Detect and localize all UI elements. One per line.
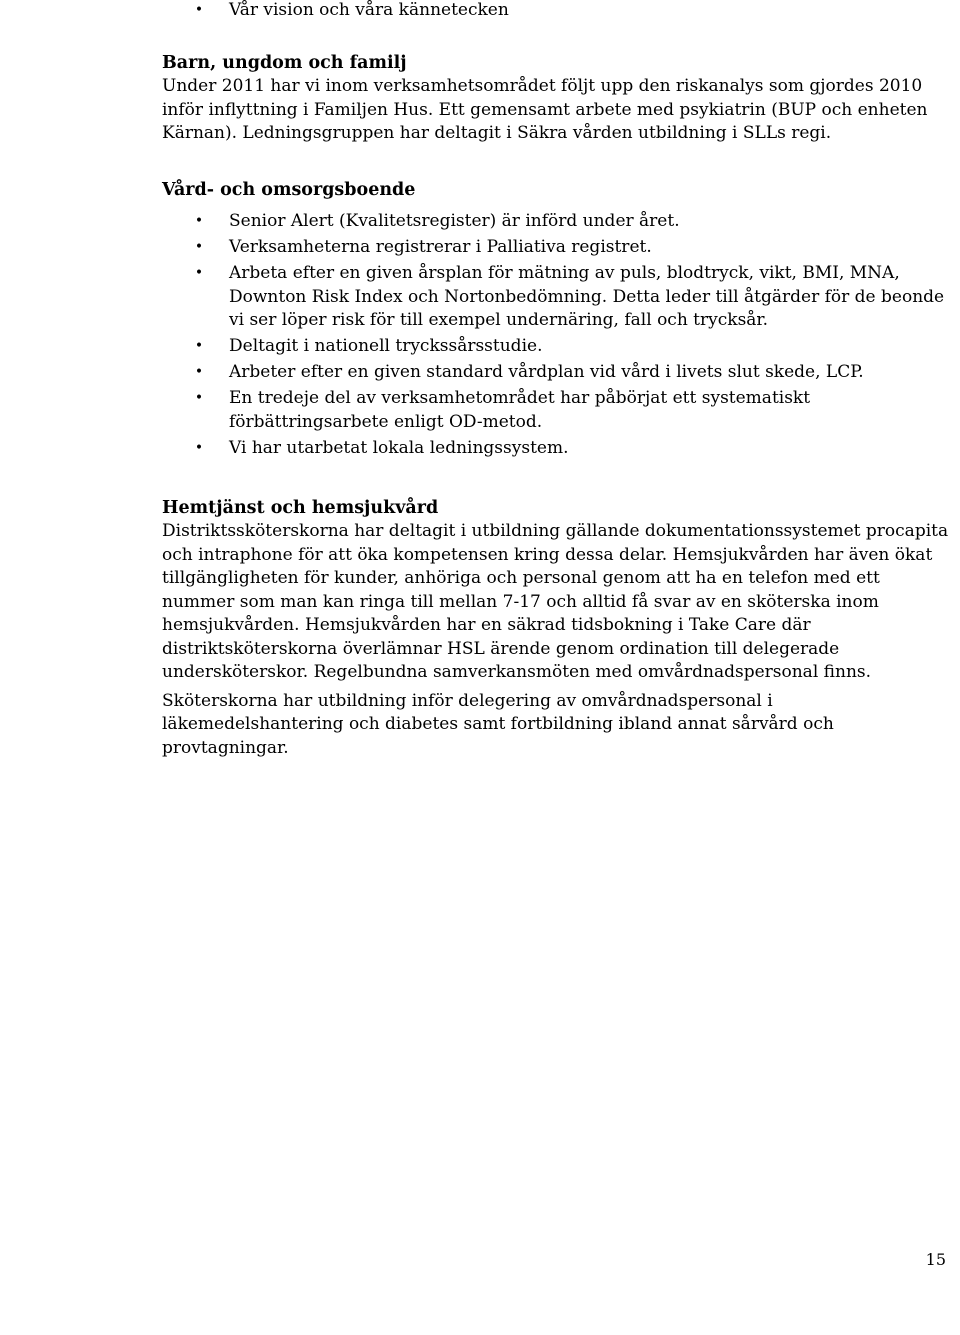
list-item-text: Arbeter efter en given standard vårdplan vid vård i livets slut skede, LCP.: [229, 362, 864, 382]
section-barn-ungdom-familj: [162, 51, 952, 146]
list-item-text: Deltagit i nationell tryckssårsstudie.: [229, 336, 543, 356]
bullet-icon: •: [194, 2, 204, 18]
section-heading: Vård- och omsorgsboende: [162, 180, 416, 200]
list-item: [162, 335, 952, 359]
bullet-icon: •: [194, 338, 204, 354]
list-item: [162, 0, 952, 23]
list-item-text: Vår vision och våra kännetecken: [229, 0, 509, 20]
list-item-text: Vi har utarbetat lokala ledningssystem.: [229, 437, 569, 458]
list-item-text: Verksamheterna registrerar i Palliativa registret.: [229, 237, 652, 257]
bullet-icon: •: [194, 213, 204, 229]
section-hemtjanst-hemsjukvard: [162, 496, 952, 760]
list-item: [162, 361, 952, 385]
vard-bullet-list: [162, 210, 952, 460]
section-heading: Barn, ungdom och familj: [162, 53, 407, 73]
intro-list: [162, 0, 952, 25]
page-number: 15: [925, 1250, 946, 1269]
bullet-icon: •: [194, 265, 204, 281]
section-paragraph: Distriktssköterskorna har deltagit i utbildning gällande dokumentationssystemet procapita och intraphone för att öka kompetensen kring dessa delar. Hemsjukvården har även ökat tillgängligheten för kunder, anhöriga och personal genom att ha en telefon med ett nummer som man kan ringa till mellan 7-17 och alltid få svar av en sköterska inom hemsjukvården. Hemsjukvården har en säkrad tidsbokning i Take Care där distriktsköterskorna överlämnar HSL ärende genom ordination till delegerade undersköterskor. Regelbundna samverkansmöten med omvårdnadspersonal finns.: [162, 521, 949, 682]
section-heading: Hemtjänst och hemsjukvård: [162, 498, 439, 518]
intro-bullet-list: [162, 0, 952, 23]
list-item: [162, 437, 952, 461]
bullet-icon: •: [194, 390, 204, 406]
bullet-icon: •: [194, 364, 204, 380]
list-item-text: Senior Alert (Kvalitetsregister) är införd under året.: [229, 211, 680, 231]
list-item: [162, 262, 952, 333]
list-item: [162, 210, 952, 234]
list-item: [162, 236, 952, 260]
list-item-text: Arbeta efter en given årsplan för mätning av puls, blodtryck, vikt, BMI, MNA, Downton Risk Index och Nortonbedömning. Detta leder till åtgärder för de beonde vi ser löper risk för till exempel undernäring, fall och trycksår.: [229, 263, 945, 330]
bullet-icon: •: [194, 239, 204, 255]
list-item: [162, 387, 952, 434]
bullet-icon: •: [194, 439, 204, 456]
section-paragraph: Sköterskorna har utbildning inför delegering av omvårdnadspersonal i läkemedelshantering och diabetes samt fortbildning ibland annat sårvård och provtagningar.: [162, 690, 834, 758]
section-vard-omsorgsboende: [162, 178, 952, 463]
list-item-text: En tredeje del av verksamhetområdet har påbörjat ett systematiskt förbättringsarbete enligt OD-metod.: [229, 388, 811, 432]
section-paragraph: Under 2011 har vi inom verksamhetsområdet följt upp den riskanalys som gjordes 2010 inför inflyttning i Familjen Hus. Ett gemensamt arbete med psykiatrin (BUP och enheten Kärnan). Ledningsgruppen har deltagit i Säkra vården utbildning i SLLs regi.: [162, 76, 928, 143]
